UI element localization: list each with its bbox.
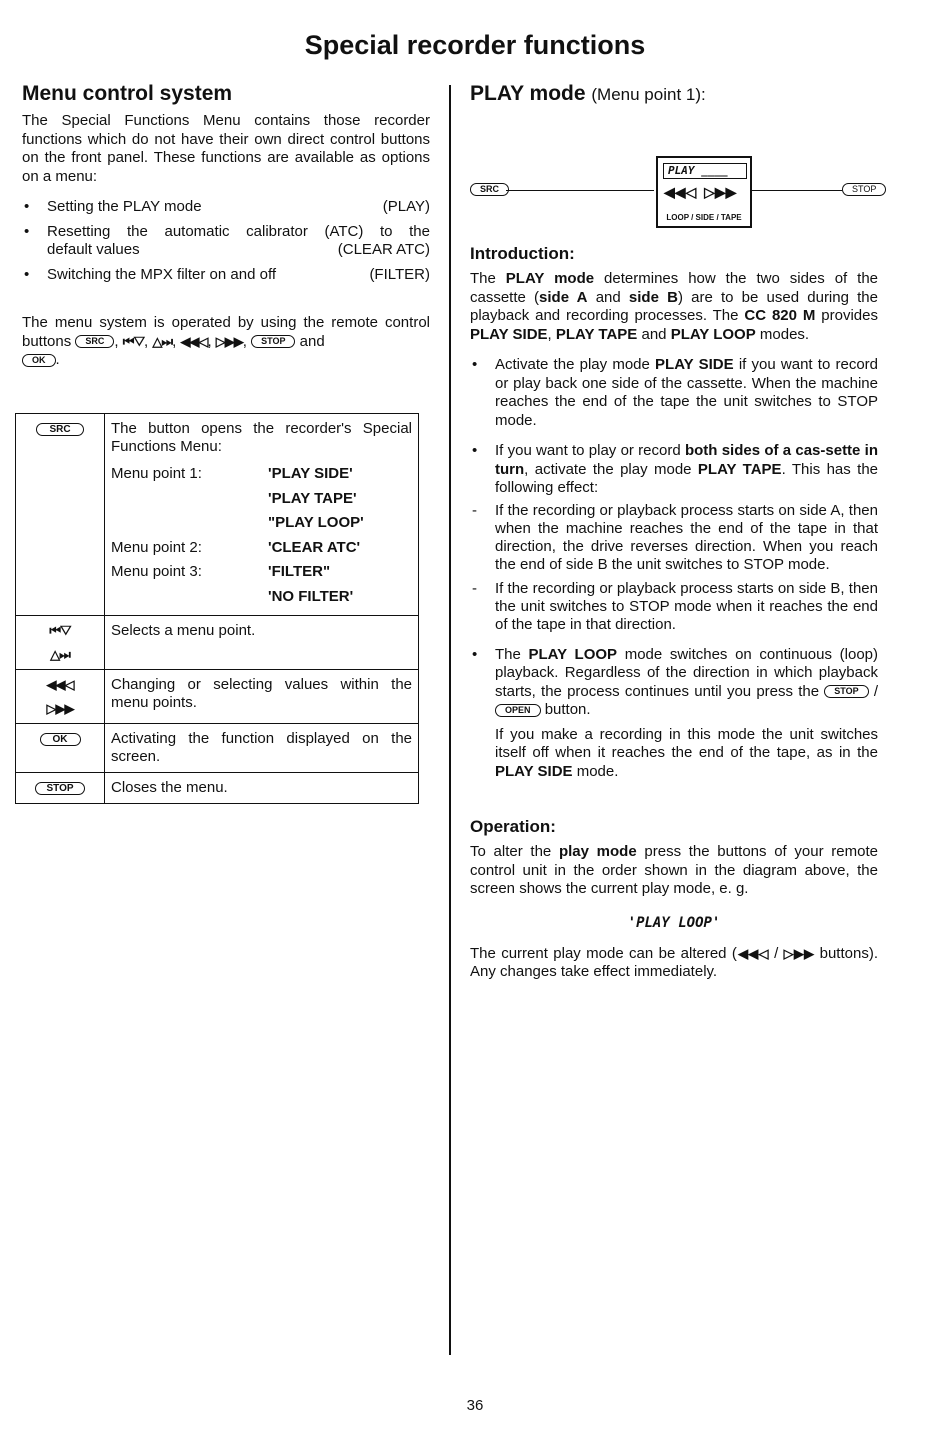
src-button-icon: SRC xyxy=(470,183,509,196)
stop-button-icon: STOP xyxy=(824,685,868,698)
ok-button-icon: OK xyxy=(22,354,56,367)
rewind-icon: ◀◀◁ xyxy=(736,945,769,961)
down-select-icon: ⏮▽ xyxy=(122,333,145,349)
play-mode-diagram xyxy=(470,112,878,232)
page-number: 36 xyxy=(466,1397,484,1414)
page-title: Special recorder functions xyxy=(304,30,646,60)
play-mode-list xyxy=(470,356,878,781)
table-row: ◀◀◁ ▷▶▶ Changing or selecting values within the menu points. xyxy=(16,670,419,724)
list-item: • If you want to play or record both sides of a cas-sette in turn, activate the play mode PLAY TAPE. This has the following effect: - If the recording or playback process starts on side A, then when the machine reaches the end of the tape in that direction, the drive reverses direction. When you reach the end of side B the unit switches to STOP mode. - If the recording or playback process starts on side B, then the unit switches to STOP mode when it reaches the end of the tape in that direction. xyxy=(470,442,878,634)
lcd-screen: PLAY ____ xyxy=(663,163,747,179)
menu-table xyxy=(15,413,419,804)
table-row: SRC The button opens the recorder's Special Functions Menu: Menu point 1: 'PLAY SIDE' 'PLAY TAPE' "PLAY LOOP' Menu point 2: 'CLEAR ATC' Menu point 3: 'FILTER" 'NO FILTER' xyxy=(16,414,419,616)
src-button-icon: SRC xyxy=(75,335,114,348)
stop-button-icon: STOP xyxy=(35,782,84,795)
fast-forward-icon: ▷▶▶ xyxy=(783,945,815,961)
operation-paragraph: To alter the play mode press the buttons of your remote control unit in the order shown in the diagram above, the screen shows the current play mode, e. g. xyxy=(470,843,878,897)
left-column xyxy=(22,82,430,370)
list-item: • Resetting the automatic calibrator (ATC) to the default values (CLEAR ATC) xyxy=(22,223,430,260)
down-select-icon: ⏮▽ xyxy=(49,623,71,638)
column-divider xyxy=(449,85,451,1355)
list-item: • The PLAY LOOP mode switches on continuous (loop) playback. Regardless of the direction in which playback starts, the process continues until you press the STOP / OPEN button. If you make a recording in this mode the unit switches itself off when it reaches the end of the tape, as in the PLAY SIDE mode. xyxy=(470,646,878,782)
operation-heading: Operation: xyxy=(470,817,556,836)
lcd-display-box xyxy=(656,156,752,228)
list-item: - If the recording or playback process starts on side A, then when the machine reaches the end of the tape in that direction, the drive reverses direction. When you reach the end of side B the unit switches to STOP mode. xyxy=(470,502,878,574)
up-select-icon: △⏭ xyxy=(152,333,173,349)
operated-paragraph: The menu system is operated by using the remote control buttons SRC , ⏮▽, △⏭, ◀◀◁, ▷▶▶, STOP and OK . xyxy=(22,314,430,368)
table-row: STOP Closes the menu. xyxy=(16,773,419,804)
table-row: ⏮▽ △⏭ Selects a menu point. xyxy=(16,616,419,670)
open-button-icon: OPEN xyxy=(495,704,541,717)
play-loop-display: 'PLAY LOOP' xyxy=(627,914,721,931)
fast-forward-icon: ▷▶▶ xyxy=(215,333,243,349)
stop-button-icon: STOP xyxy=(251,335,295,348)
up-select-icon: △⏭ xyxy=(50,647,70,662)
list-item: • Switching the MPX filter on and off (FILTER) xyxy=(22,266,430,285)
list-item: • Activate the play mode PLAY SIDE if you want to record or play back one side of the cassette. When the machine reaches the end of the tape the unit switches to STOP mode. xyxy=(470,356,878,430)
introduction-heading: Introduction: xyxy=(470,244,575,263)
alter-paragraph: The current play mode can be altered (◀◀◁ / ▷▶▶ buttons). Any changes take effect immediately. xyxy=(470,944,878,980)
right-column xyxy=(470,82,878,982)
lcd-label: LOOP / SIDE / TAPE xyxy=(666,213,742,222)
src-button-icon: SRC xyxy=(36,423,83,436)
list-item: • Setting the PLAY mode (PLAY) xyxy=(22,198,430,217)
fast-forward-icon: ▷▶▶ xyxy=(46,701,74,716)
table-row: OK Activating the function displayed on the screen. xyxy=(16,724,419,773)
list-item: - If the recording or playback process starts on side B, then the unit switches to STOP mode when it reaches the end of the tape in that direction. xyxy=(470,580,878,634)
function-list xyxy=(22,198,430,284)
play-mode-heading: PLAY mode (Menu point 1): xyxy=(470,82,706,105)
menu-intro: The Special Functions Menu contains those recorder functions which do not have their own direct control buttons on the front panel. These functions are available as options on a menu: xyxy=(22,112,430,185)
fast-forward-icon: ▷▶▶ xyxy=(704,184,737,200)
rewind-icon: ◀◀◁ xyxy=(664,184,697,200)
ok-button-icon: OK xyxy=(40,733,81,746)
menu-points: Menu point 1: 'PLAY SIDE' 'PLAY TAPE' "PLAY LOOP' Menu point 2: 'CLEAR ATC' Menu point 3: 'FILTER" 'NO FILTER' xyxy=(111,465,364,605)
menu-control-heading: Menu control system xyxy=(22,82,233,105)
intro-paragraph: The PLAY mode determines how the two sides of the cassette (side A and side B) are to be used during the playback and recording processes. The CC 820 M provides PLAY SIDE, PLAY TAPE and PLAY LOOP modes. xyxy=(470,270,879,343)
rewind-icon: ◀◀◁ xyxy=(180,333,208,349)
stop-button-icon: STOP xyxy=(842,183,886,196)
rewind-icon: ◀◀◁ xyxy=(46,677,74,692)
